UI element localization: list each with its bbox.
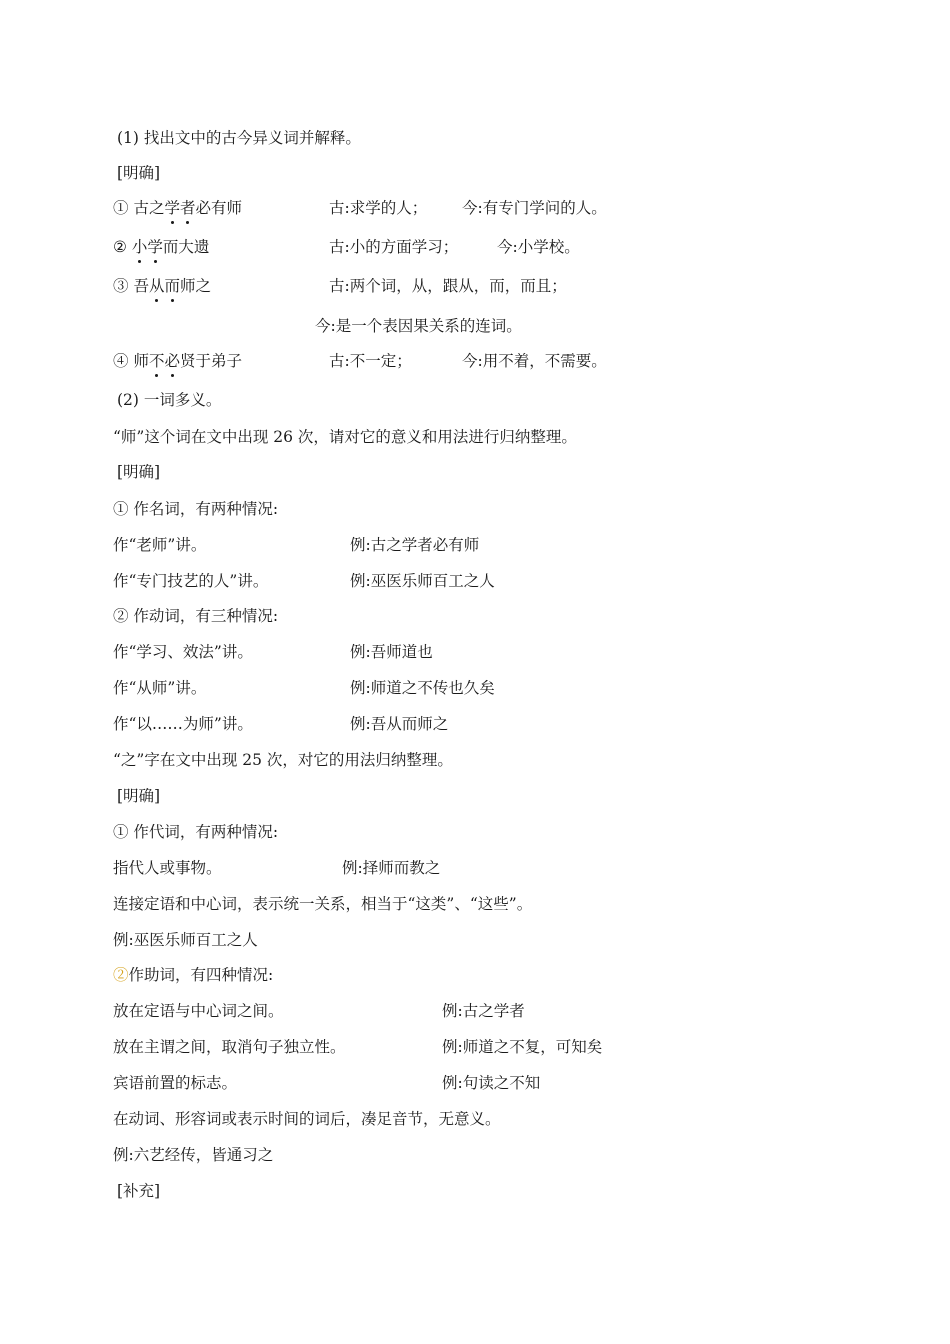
gujin-jin-1: 今:有专门学问的人。 (462, 199, 607, 217)
gujin-gu-1: 古:求学的人； (329, 199, 428, 217)
gujin-gu-4: 古:不一定； (329, 352, 412, 370)
emphasized-word (164, 199, 195, 217)
zhi-pron-usage-2: 连接定语和中心词，表示统一关系，相当于“这类”、“这些”。 (113, 895, 533, 913)
zhi-aux-example-3: 例:句读之不知 (442, 1074, 541, 1092)
shi-verb-heading: ② 作动词，有三种情况: (113, 607, 279, 625)
shi-noun-example-2: 例:巫医乐师百工之人 (350, 572, 495, 590)
shi-noun-heading: ① 作名词，有两种情况: (113, 500, 279, 518)
emphasis-dot-char: 必 (164, 352, 180, 370)
zhi-aux-heading: ②作助词，有四种情况: (113, 966, 274, 984)
zhi-aux-example-2: 例:师道之不复，可知矣 (442, 1038, 603, 1056)
emphasis-dot-char: 不 (148, 352, 165, 370)
shi-noun-usage-2: 作“专门技艺的人”讲。 (113, 572, 269, 590)
gujin-phrase-3: ③ 吾从而师之 (113, 277, 212, 295)
shi-intro: “师”这个词在文中出现 26 次，请对它的意义和用法进行归纳整理。 (113, 428, 577, 446)
shi-verb-usage-3: 作“以……为师”讲。 (113, 715, 253, 733)
emphasis-dot-char: 学 (147, 238, 163, 256)
emphasis-dot-char: 而 (164, 277, 180, 295)
zhi-pron-example-2: 例:巫医乐师百工之人 (113, 931, 258, 949)
gujin-jin-3: 今:是一个表因果关系的连词。 (315, 317, 522, 335)
section-label-mingque: [明确] (117, 787, 161, 805)
zhi-aux-example-1: 例:古之学者 (442, 1002, 525, 1020)
zhi-intro: “之”字在文中出现 25 次，对它的用法归纳整理。 (113, 751, 453, 769)
zhi-aux-usage-4: 在动词、形容词或表示时间的词后，凑足音节，无意义。 (113, 1110, 501, 1128)
emphasis-dot-char: 学 (164, 199, 180, 217)
gujin-gu-2: 古:小的方面学习； (329, 238, 459, 256)
zhi-aux-usage-1: 放在定语与中心词之间。 (113, 1002, 284, 1020)
zhi-aux-usage-3: 宾语前置的标志。 (113, 1074, 238, 1092)
emphasis-dot-char: 小 (131, 238, 148, 256)
gujin-jin-4: 今:用不着，不需要。 (462, 352, 607, 370)
zhi-pron-heading: ① 作代词，有两种情况: (113, 823, 279, 841)
shi-noun-example-1: 例:古之学者必有师 (350, 536, 480, 554)
zhi-aux-usage-2: 放在主谓之间，取消句子独立性。 (113, 1038, 346, 1056)
gujin-jin-2: 今:小学校。 (497, 238, 580, 256)
shi-verb-usage-2: 作“从师”讲。 (113, 679, 207, 697)
section-label-buchong: [补充] (117, 1182, 161, 1200)
shi-verb-usage-1: 作“学习、效法”讲。 (113, 643, 253, 661)
zhi-aux-example-4: 例:六艺经传，皆通习之 (113, 1146, 274, 1164)
section-label-mingque: [明确] (117, 463, 161, 481)
zhi-pron-example-1: 例:择师而教之 (342, 859, 441, 877)
section-label-mingque: [明确] (117, 164, 161, 182)
gujin-phrase-1: ① 古之学者必有师 (113, 199, 243, 217)
shi-noun-usage-1: 作“老师”讲。 (113, 536, 207, 554)
gujin-phrase-2: ② 小学而大遗 (113, 238, 210, 256)
zhi-pron-usage-1: 指代人或事物。 (113, 859, 222, 877)
emphasis-dot-char: 者 (179, 199, 196, 217)
shi-verb-example-3: 例:吾从而师之 (350, 715, 449, 733)
shi-verb-example-1: 例:吾师道也 (350, 643, 433, 661)
question-2: (2) 一词多义。 (117, 391, 222, 409)
gujin-phrase-4: ④ 师不必贤于弟子 (113, 352, 243, 370)
emphasis-dot-char: 从 (148, 277, 165, 295)
gujin-gu-3: 古:两个词，从，跟从，而，而且； (329, 277, 567, 295)
question-1: (1) 找出文中的古今异义词并解释。 (117, 129, 361, 147)
shi-verb-example-2: 例:师道之不传也久矣 (350, 679, 495, 697)
